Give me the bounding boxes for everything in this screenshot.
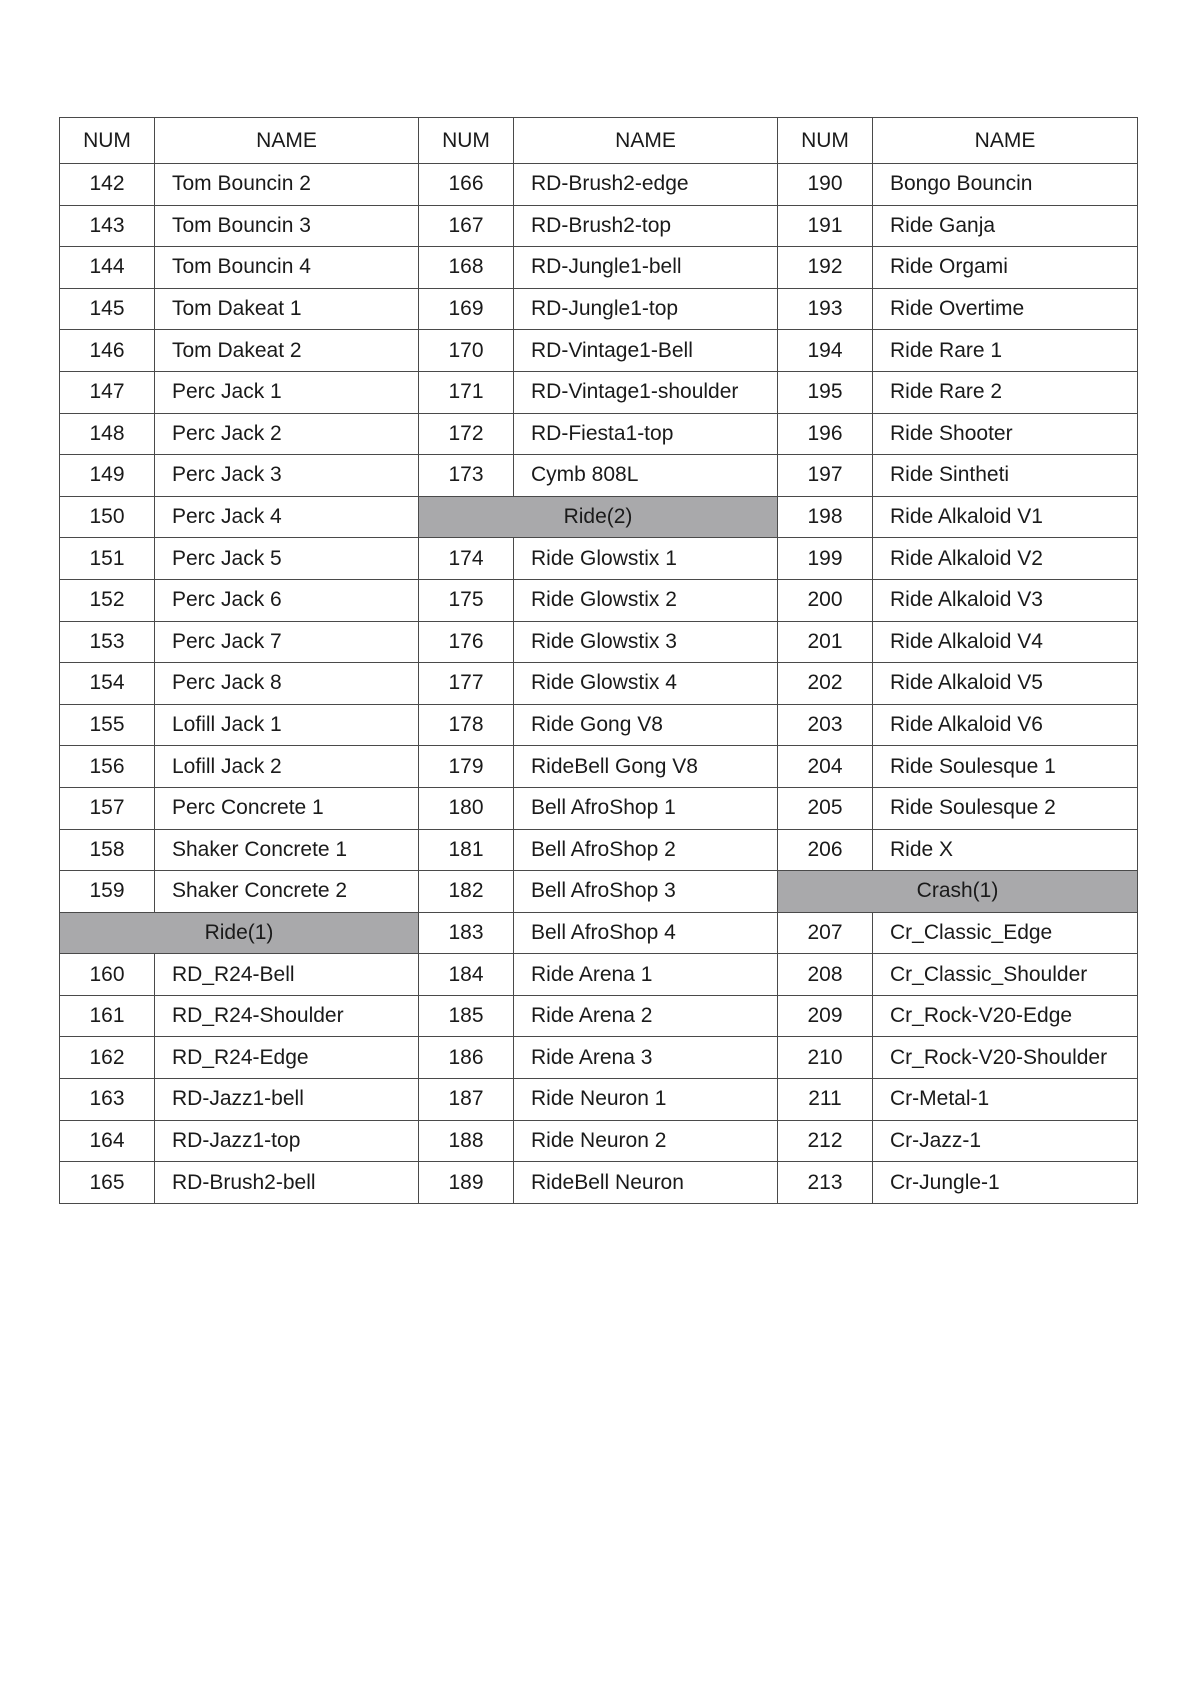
sound-number: 179 [419,746,514,788]
sound-number: 180 [419,787,514,829]
sound-number: 142 [60,164,155,206]
sound-number: 147 [60,371,155,413]
sound-name: Perc Jack 5 [155,538,419,580]
sound-name: RD-Jungle1-top [514,288,778,330]
sound-number: 174 [419,538,514,580]
sound-number: 211 [778,1079,873,1121]
sound-number: 166 [419,164,514,206]
sound-number: 207 [778,912,873,954]
sound-number: 197 [778,455,873,497]
sound-number: 178 [419,704,514,746]
sound-name: Perc Jack 1 [155,371,419,413]
sound-number: 194 [778,330,873,372]
sound-number: 175 [419,579,514,621]
sound-number: 198 [778,496,873,538]
table-row [60,288,1138,330]
sound-name: Ride Orgami [873,247,1138,289]
sound-number: 145 [60,288,155,330]
table-row [60,871,1138,913]
sound-number: 201 [778,621,873,663]
sound-name: RD-Jazz1-bell [155,1079,419,1121]
sound-name: Bell AfroShop 3 [514,871,778,913]
table-row [60,579,1138,621]
sound-number: 153 [60,621,155,663]
sound-number: 205 [778,787,873,829]
sound-number: 181 [419,829,514,871]
sound-name: Ride Neuron 1 [514,1079,778,1121]
sound-name: Ride Arena 1 [514,954,778,996]
sound-name: Ride Alkaloid V2 [873,538,1138,580]
column-header-name: NAME [514,118,778,164]
sound-name: RD-Brush2-edge [514,164,778,206]
sound-name: Bell AfroShop 2 [514,829,778,871]
sound-number: 169 [419,288,514,330]
sound-name: RD_R24-Shoulder [155,995,419,1037]
sound-name: Ride Alkaloid V6 [873,704,1138,746]
sound-number: 146 [60,330,155,372]
table-row [60,1037,1138,1079]
table-row [60,1162,1138,1204]
sound-name: Ride Gong V8 [514,704,778,746]
sound-number: 157 [60,787,155,829]
sound-name: Perc Jack 3 [155,455,419,497]
table-row [60,1120,1138,1162]
header-row [60,118,1138,164]
table-row [60,538,1138,580]
sound-number: 184 [419,954,514,996]
section-header: Ride(2) [419,496,778,538]
sound-name: Tom Bouncin 4 [155,247,419,289]
column-header-num: NUM [60,118,155,164]
sound-name: RD-Fiesta1-top [514,413,778,455]
sound-number: 182 [419,871,514,913]
sound-number: 155 [60,704,155,746]
sound-number: 162 [60,1037,155,1079]
sound-number: 186 [419,1037,514,1079]
sound-number: 176 [419,621,514,663]
sound-name: Ride X [873,829,1138,871]
sound-name: Cr_Rock-V20-Shoulder [873,1037,1138,1079]
sound-name: Shaker Concrete 1 [155,829,419,871]
sound-name: RideBell Gong V8 [514,746,778,788]
sound-name: Ride Alkaloid V1 [873,496,1138,538]
table-row [60,413,1138,455]
sound-number: 151 [60,538,155,580]
sound-name: Ride Sintheti [873,455,1138,497]
table-row [60,663,1138,705]
sound-number: 204 [778,746,873,788]
sound-name: Ride Glowstix 1 [514,538,778,580]
sound-name: Ride Rare 2 [873,371,1138,413]
sound-number: 144 [60,247,155,289]
sound-name: Cymb 808L [514,455,778,497]
sound-name: Lofill Jack 2 [155,746,419,788]
sound-number: 195 [778,371,873,413]
sound-name: RideBell Neuron [514,1162,778,1204]
sound-number: 203 [778,704,873,746]
column-header-num: NUM [419,118,514,164]
sound-name: Perc Concrete 1 [155,787,419,829]
sound-number: 152 [60,579,155,621]
table-row [60,1079,1138,1121]
sound-name: Ride Overtime [873,288,1138,330]
sound-name: Ride Glowstix 3 [514,621,778,663]
sound-name: Tom Bouncin 3 [155,205,419,247]
sound-number: 154 [60,663,155,705]
sound-name: Perc Jack 6 [155,579,419,621]
sound-number: 185 [419,995,514,1037]
sound-name: Ride Alkaloid V3 [873,579,1138,621]
sound-name: Bongo Bouncin [873,164,1138,206]
sound-name: RD-Vintage1-Bell [514,330,778,372]
sound-name: RD_R24-Bell [155,954,419,996]
sound-name: Cr-Jazz-1 [873,1120,1138,1162]
table-row [60,205,1138,247]
sound-number: 210 [778,1037,873,1079]
sound-number: 190 [778,164,873,206]
sound-number: 187 [419,1079,514,1121]
sound-number: 158 [60,829,155,871]
table-row [60,704,1138,746]
sound-number: 206 [778,829,873,871]
sound-name: Ride Arena 2 [514,995,778,1037]
sound-name: Ride Alkaloid V4 [873,621,1138,663]
sound-number: 168 [419,247,514,289]
sound-name: Ride Neuron 2 [514,1120,778,1162]
sound-number: 150 [60,496,155,538]
sound-number: 170 [419,330,514,372]
sound-name: Ride Rare 1 [873,330,1138,372]
table-row [60,164,1138,206]
sound-number: 167 [419,205,514,247]
section-header: Ride(1) [60,912,419,954]
sound-number: 196 [778,413,873,455]
sound-name: Ride Soulesque 1 [873,746,1138,788]
sound-name: Tom Bouncin 2 [155,164,419,206]
sound-name: Ride Glowstix 2 [514,579,778,621]
sound-number: 177 [419,663,514,705]
sound-name: RD-Jazz1-top [155,1120,419,1162]
section-header: Crash(1) [778,871,1138,913]
sound-name: Tom Dakeat 1 [155,288,419,330]
sound-name: RD_R24-Edge [155,1037,419,1079]
sound-name: RD-Brush2-bell [155,1162,419,1204]
table-row [60,912,1138,954]
sound-name: RD-Brush2-top [514,205,778,247]
sound-name: Ride Shooter [873,413,1138,455]
sound-name: Ride Arena 3 [514,1037,778,1079]
table-row [60,621,1138,663]
sound-name: Perc Jack 4 [155,496,419,538]
sound-name: Perc Jack 8 [155,663,419,705]
sound-name: RD-Jungle1-bell [514,247,778,289]
sound-number: 165 [60,1162,155,1204]
sound-number: 209 [778,995,873,1037]
sound-number: 200 [778,579,873,621]
sound-number: 188 [419,1120,514,1162]
table-row [60,787,1138,829]
sound-name: Perc Jack 7 [155,621,419,663]
sound-name: Cr-Jungle-1 [873,1162,1138,1204]
sound-number: 143 [60,205,155,247]
sound-number: 192 [778,247,873,289]
sound-number: 160 [60,954,155,996]
sound-number: 161 [60,995,155,1037]
sound-name: Ride Alkaloid V5 [873,663,1138,705]
table-row [60,455,1138,497]
sound-name: Ride Glowstix 4 [514,663,778,705]
column-header-num: NUM [778,118,873,164]
table-row [60,995,1138,1037]
sound-name: Tom Dakeat 2 [155,330,419,372]
sound-number: 149 [60,455,155,497]
sound-number: 212 [778,1120,873,1162]
sound-name: Perc Jack 2 [155,413,419,455]
sound-number: 183 [419,912,514,954]
sound-name: RD-Vintage1-shoulder [514,371,778,413]
sound-number: 173 [419,455,514,497]
sound-number: 148 [60,413,155,455]
sound-name: Cr-Metal-1 [873,1079,1138,1121]
table-row [60,496,1138,538]
sound-name: Ride Soulesque 2 [873,787,1138,829]
table-row [60,954,1138,996]
sound-number: 208 [778,954,873,996]
table-row [60,746,1138,788]
table-row [60,829,1138,871]
sound-number: 189 [419,1162,514,1204]
sound-number: 202 [778,663,873,705]
sound-number: 156 [60,746,155,788]
sound-name: Cr_Classic_Shoulder [873,954,1138,996]
table-row [60,371,1138,413]
table-row [60,247,1138,289]
sound-number: 199 [778,538,873,580]
sound-number: 191 [778,205,873,247]
sound-number: 171 [419,371,514,413]
sound-name: Cr_Classic_Edge [873,912,1138,954]
sound-name: Bell AfroShop 1 [514,787,778,829]
sound-number: 213 [778,1162,873,1204]
sound-name: Bell AfroShop 4 [514,912,778,954]
column-header-name: NAME [873,118,1138,164]
sound-name: Cr_Rock-V20-Edge [873,995,1138,1037]
sound-name: Ride Ganja [873,205,1138,247]
sound-number: 172 [419,413,514,455]
sound-number: 193 [778,288,873,330]
sound-number: 159 [60,871,155,913]
table-row [60,330,1138,372]
sound-number: 164 [60,1120,155,1162]
sound-number: 163 [60,1079,155,1121]
sound-name: Shaker Concrete 2 [155,871,419,913]
sound-list-table [59,117,1138,1204]
column-header-name: NAME [155,118,419,164]
sound-name: Lofill Jack 1 [155,704,419,746]
